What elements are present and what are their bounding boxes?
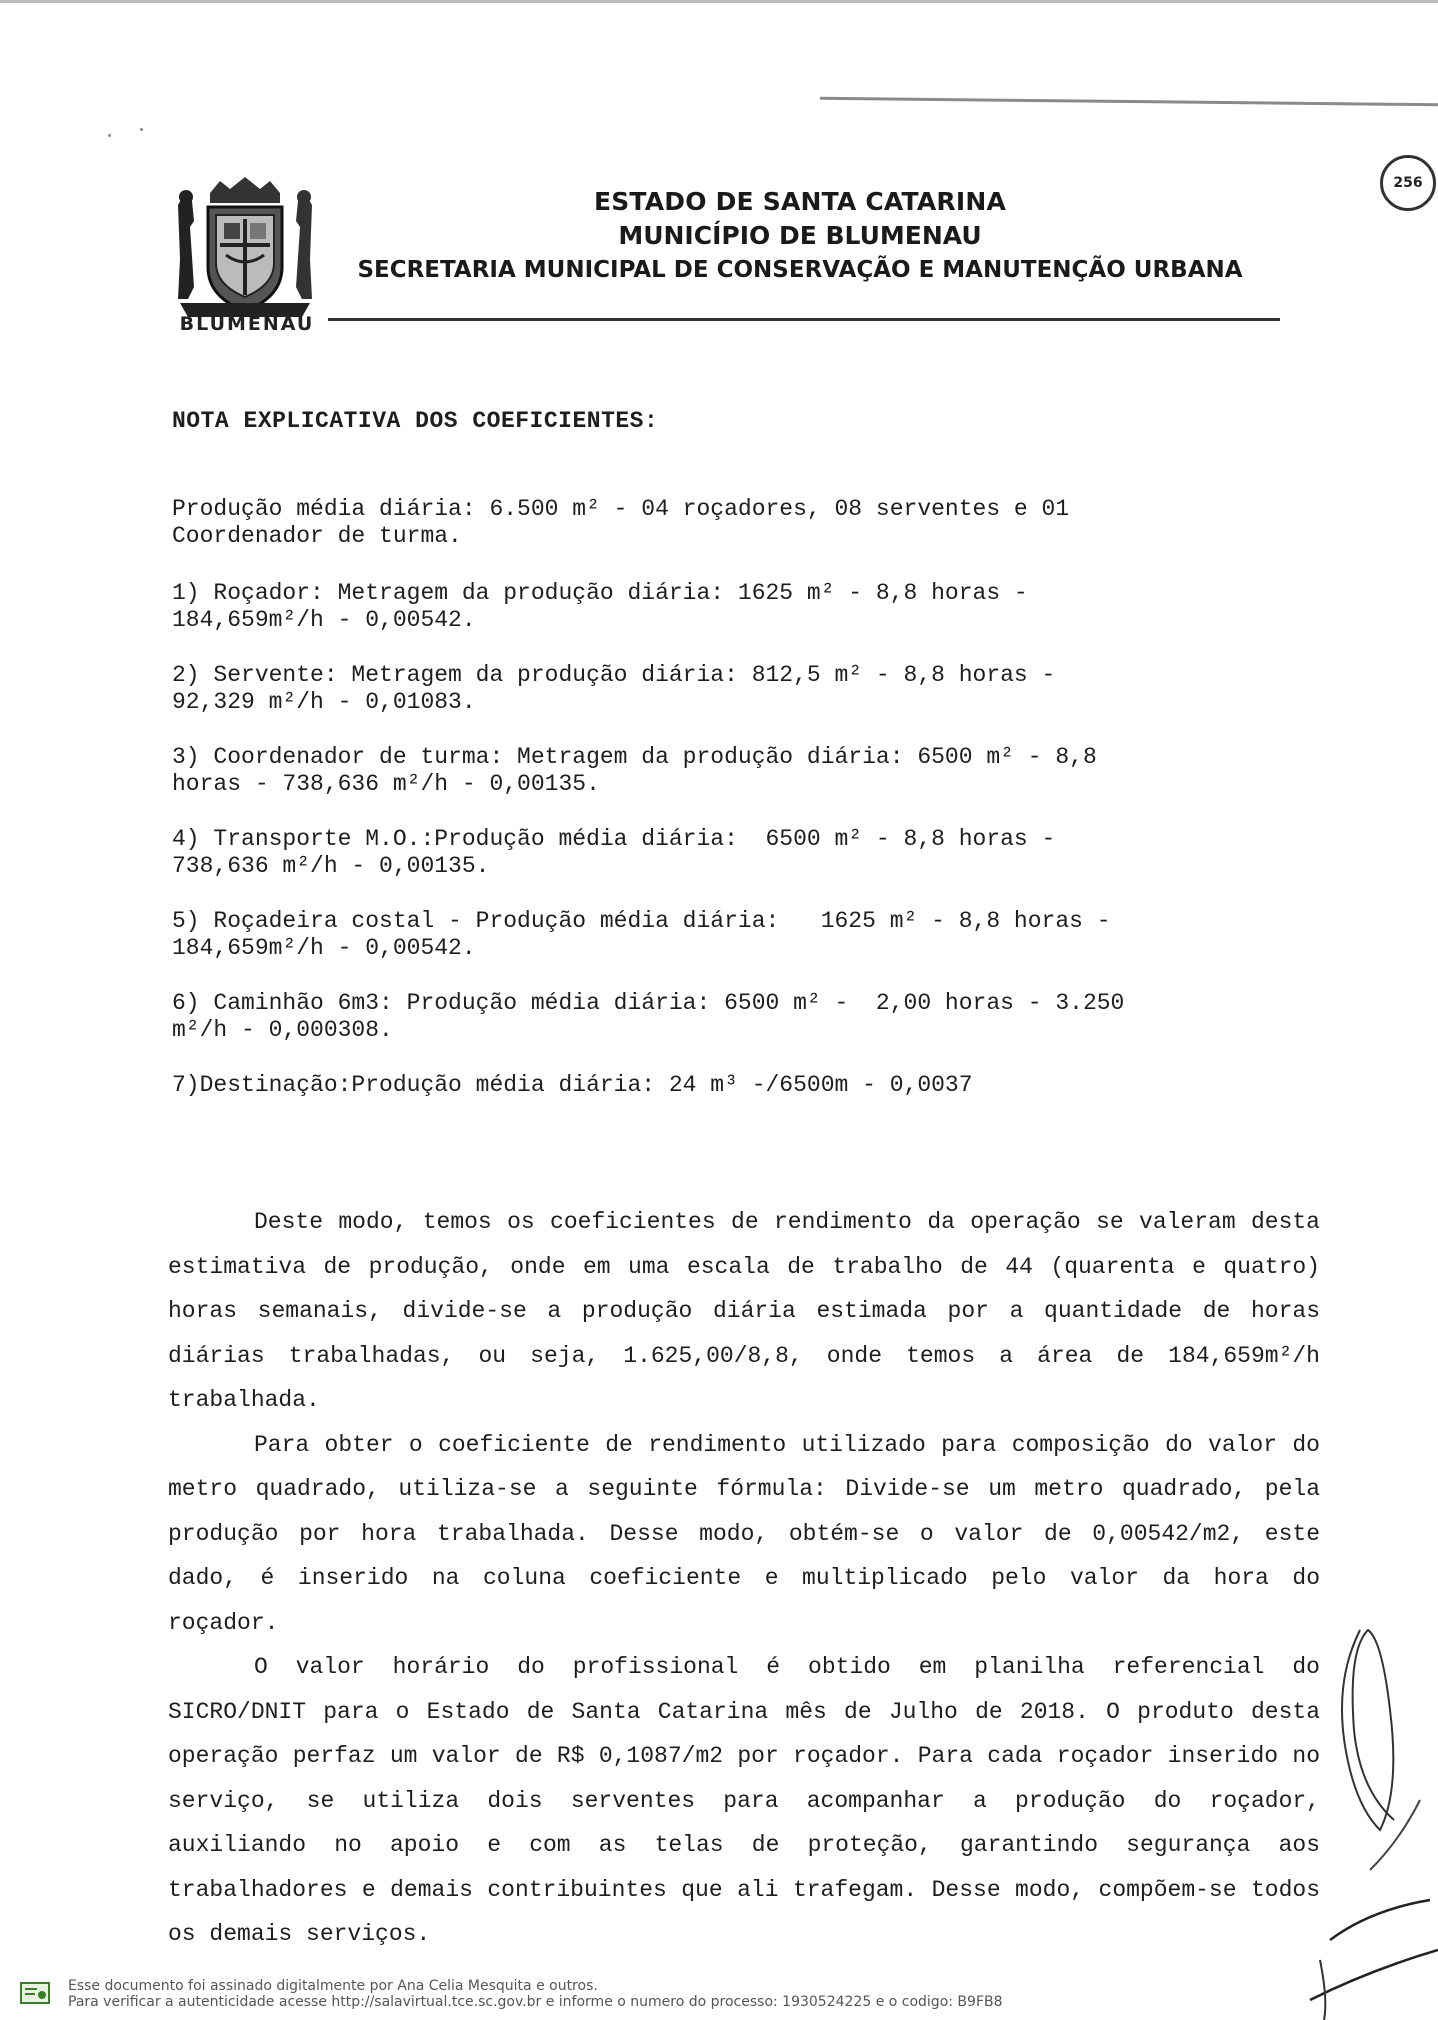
document-header: [340, 185, 1260, 287]
footer-text: [68, 1978, 1003, 2010]
page-top-edge: [0, 0, 1438, 3]
secretariat-name: SECRETARIA MUNICIPAL DE CONSERVAÇÃO E MANUTENÇÃO URBANA: [357, 257, 1243, 283]
list-item: 2) Servente: Metragem da produção diária: 812,5 m² - 8,8 horas - 92,329 m²/h - 0,01083.: [172, 662, 1056, 715]
handwritten-signature: [1300, 1600, 1438, 2020]
footer-verify-link[interactable]: Para verificar a autenticidade acesse http://salavirtual.tce.sc.gov.br e informe o numero do processo: 1930524225 e o codigo: B9FB8: [68, 1994, 1003, 2010]
paragraph: Deste modo, temos os coeficientes de rendimento da operação se valeram desta estimativa de produção, onde em uma escala de trabalho de 44 (quarenta e quatro) horas semanais, divide-se a produção diária estimada por a quantidade de horas diárias trabalhadas, ou seja, 1.625,00/8,8, onde temos a área de 184,659m²/h trabalhada.: [168, 1209, 1320, 1413]
list-item: 1) Roçador: Metragem da produção diária: 1625 m² - 8,8 horas - 184,659m²/h - 0,00542.: [172, 580, 1028, 633]
list-item: 5) Roçadeira costal - Produção média diária: 1625 m² - 8,8 horas - 184,659m²/h - 0,00542.: [172, 908, 1111, 961]
certificate-icon: [20, 1982, 50, 2004]
coefficient-list: [172, 496, 1292, 1127]
list-item: 3) Coordenador de turma: Metragem da produção diária: 6500 m² - 8,8 horas - 738,636 m²/h - 0,00135.: [172, 744, 1097, 797]
list-item: 7)Destinação:Produção média diária: 24 m³ -/6500m - 0,0037: [172, 1072, 973, 1098]
paragraph: O valor horário do profissional é obtido em planilha referencial do SICRO/DNIT para o Estado de Santa Catarina mês de Julho de 2018. O produto desta operação perfaz um valor de R$ 0,1087/m2 por roçador. Para cada roçador inserido no serviço, se utiliza dois serventes para acompanhar a produção do roçador, auxiliando no apoio e com as telas de proteção, garantindo segurança aos trabalhadores e demais contribuintes que ali trafegam. Desse modo, compõem-se todos os demais serviços.: [168, 1654, 1320, 1947]
page-number-stamp: 256: [1380, 155, 1436, 211]
footer-signed-by: Esse documento foi assinado digitalmente por Ana Celia Mesquita e outros.: [68, 1978, 598, 1994]
scan-artifact-line: [820, 97, 1438, 106]
explanation-body: [168, 1200, 1320, 1957]
crest-label: BLUMENAU: [179, 313, 315, 335]
scan-speck: [140, 128, 143, 131]
note-title: NOTA EXPLICATIVA DOS COEFICIENTES:: [172, 408, 659, 434]
state-name: ESTADO DE SANTA CATARINA: [593, 187, 1007, 216]
header-divider: [328, 318, 1280, 321]
paragraph: Para obter o coeficiente de rendimento utilizado para composição do valor do metro quadrado, utiliza-se a seguinte fórmula: Divide-se um metro quadrado, pela produção por hora trabalhada. Desse modo, obtém-se o valor de 0,00542/m2, este dado, é inserido na coluna coeficiente e multiplicado pelo valor da hora do roçador.: [168, 1431, 1320, 1636]
blumenau-coat-of-arms-icon: [170, 175, 320, 330]
scan-speck: [108, 134, 111, 137]
municipality-name: MUNICÍPIO DE BLUMENAU: [618, 221, 982, 250]
list-item: 4) Transporte M.O.:Produção média diária: 6500 m² - 8,8 horas - 738,636 m²/h - 0,00135.: [172, 826, 1056, 879]
production-intro: Produção média diária: 6.500 m² - 04 roçadores, 08 serventes e 01 Coordenador de turma.: [172, 496, 1070, 549]
list-item: 6) Caminhão 6m3: Produção média diária: 6500 m² - 2,00 horas - 3.250 m²/h - 0,000308.: [172, 990, 1125, 1043]
